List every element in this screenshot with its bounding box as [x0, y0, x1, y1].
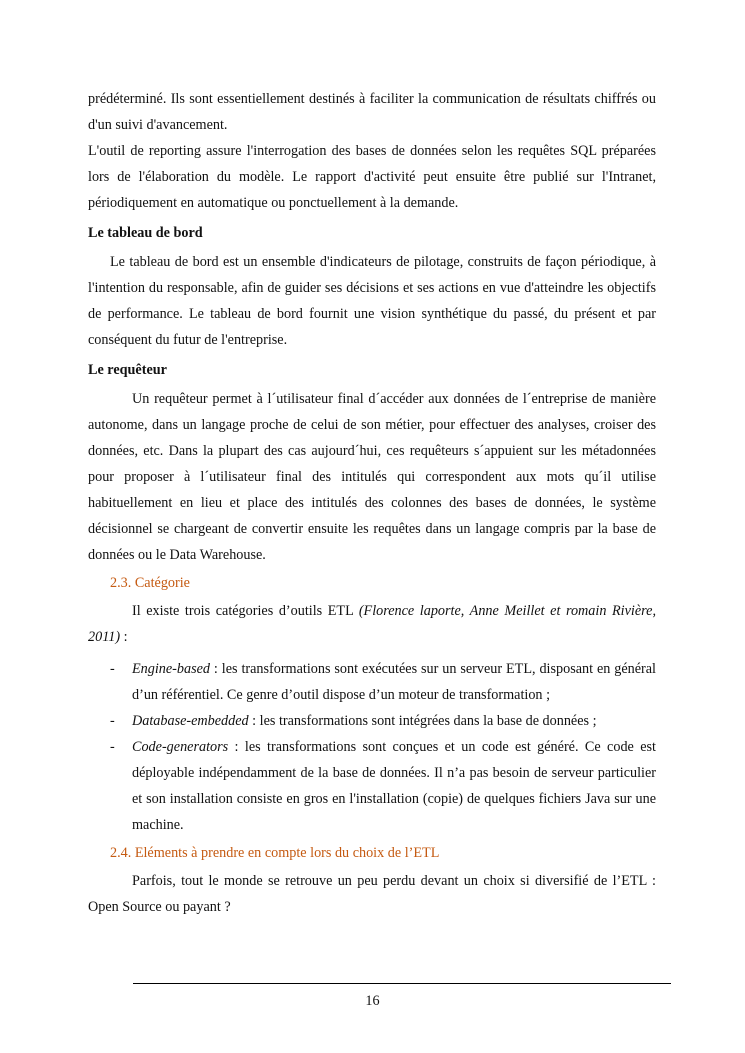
dash-bullet: - — [110, 739, 115, 755]
list-item-text: : les transformations sont exécutées sur un serveur ETL, disposant en général d’un référentiel. Ce genre d’outil dispose d’un moteur de transformation ; — [132, 661, 656, 703]
tableau-de-bord-paragraph: Le tableau de bord est un ensemble d'indicateurs de pilotage, construits de façon périodique, à l'intention du responsable, afin de guider ses décisions et ses actions en vue d'atteindre les objectifs de performance. Le tableau de bord fournit une vision synthétique du passé, du présent et par conséquent du futur de l'entreprise. — [88, 254, 656, 348]
document-body — [88, 86, 656, 920]
intro-paragraph-1: prédéterminé. Ils sont essentiellement destinés à faciliter la communication de résultats chiffrés ou d'un suivi d'avancement. — [88, 91, 656, 133]
categorie-citation: (Florence laporte, Anne Meillet et romain Rivière, 2011) — [88, 603, 656, 645]
dash-bullet: - — [110, 661, 115, 677]
page-number: 16 — [365, 993, 380, 1009]
footer-divider — [133, 983, 671, 984]
list-item-text: : les transformations sont conçues et un code est généré. Ce code est déployable indépendamment de la base de données. Il n’a pas besoin de serveur particulier et son installation consiste en gros en l'installation (copie) de quelques fichiers Java sur une machine. — [132, 739, 656, 833]
requeteur-heading: Le requêteur — [88, 362, 167, 378]
list-item-term: Code-generators — [132, 739, 229, 755]
categorie-intro-text: Il existe trois catégories d’outils ETL — [132, 603, 359, 619]
list-item-term: Database-embedded — [132, 713, 249, 729]
list-item — [88, 656, 656, 708]
categorie-intro-paragraph — [88, 598, 656, 650]
categorie-intro-end: : — [120, 629, 128, 645]
list-item — [88, 708, 656, 734]
tableau-de-bord-heading: Le tableau de bord — [88, 225, 203, 241]
etl-category-list — [88, 656, 656, 838]
requeteur-paragraph: Un requêteur permet à l´utilisateur final d´accéder aux données de l´entreprise de manière autonome, dans un langage proche de celui de son métier, pour effectuer des analyses, croiser des données, etc. Dans la plupart des cas aujourd´hui, ces requêteurs s´appuient sur les métadonnées pour proposer à l´utilisateur final des intitulés qui correspondent aux mots qu´il utilise habituellement en lieu et place des intitulés des colonnes des bases de données, le système décisionnel se chargeant de convertir ensuite les requêtes dans un langage compris par la base de données ou le Data Warehouse. — [88, 391, 656, 563]
list-item-text: : les transformations sont intégrées dans la base de données ; — [248, 713, 597, 729]
elements-section-heading: 2.4. Eléments à prendre en compte lors du choix de l’ETL — [110, 845, 440, 861]
intro-paragraph-2: L'outil de reporting assure l'interrogation des bases de données selon les requêtes SQL préparées lors de l'élaboration du modèle. Le rapport d'activité peut ensuite être publié sur l'Intranet, périodiquement en automatique ou ponctuellement à la demande. — [88, 143, 656, 211]
categorie-section-heading: 2.3. Catégorie — [110, 575, 190, 591]
dash-bullet: - — [110, 713, 115, 729]
list-item-term: Engine-based — [132, 661, 211, 677]
list-item — [88, 734, 656, 838]
elements-paragraph: Parfois, tout le monde se retrouve un peu perdu devant un choix si diversifié de l’ETL : Open Source ou payant ? — [88, 873, 656, 915]
